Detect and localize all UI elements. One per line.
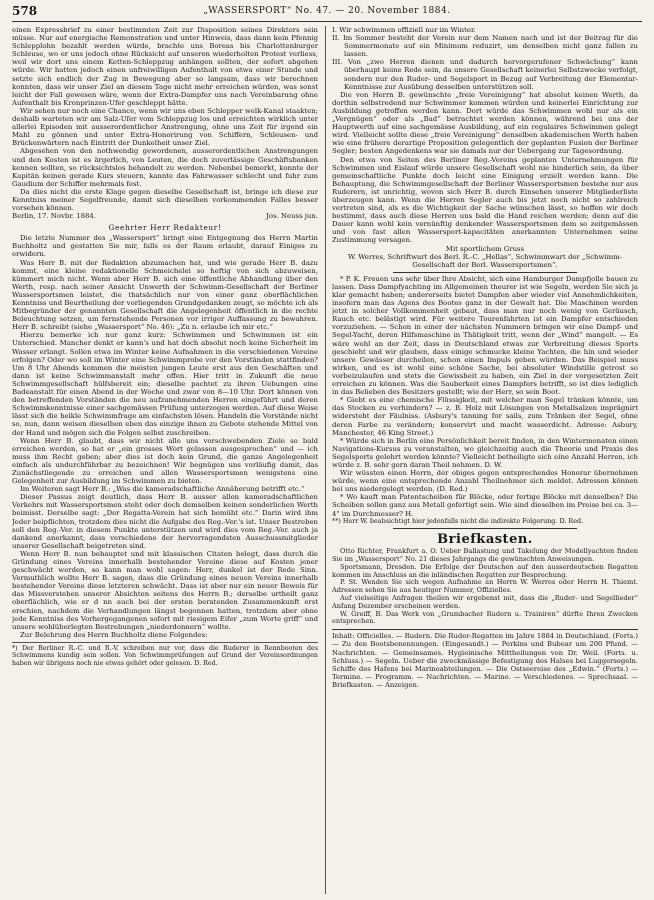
article-paragraph: Wenn Herr B. glaubt, dass wir nicht alle uns vorschwebenden Ziele so bald erreichen werden, so hat er „ein grosses Wort gelassen ausgesprochen“ und — ich muss ihm Recht geben; aber dies ist doch kein Grund, die ganze Angelegenheit einfach als undurchführbar zu bezeichnen! Wir begnügen uns vorläufig damit, das Zunächstliegende zu erreichen und allen Wassersportsmen wenigstens eine Gelegenheit zur Ausbildung im Schwimmen zu bieten. [12, 436, 318, 486]
briefkasten-entry: Auf vielseitige Anfragen theilen wir ergebenst mit, dass die „Ruder- und Segellieder“ Anfang Dezember erscheinen werden. [332, 594, 638, 610]
footnote [12, 642, 318, 667]
article-paragraph: Wenn Herr B. nun behauptet und mit klassischen Citaten belegt, dass durch die Gründung eines Vereins innerhalb bestehender Vereine diese auf Kosten jener geschwächt werden, so kann man wohl sagen: Herr, dunkel ist der Rede Sinn. Vermuthlich wollte Herr B. sagen, dass die Gründung eines neuen Vereins innerhalb bestehender Vereine diese letzteren schwächt. Dass ist aber nur ein neuer Beweis für das Missverstehen unserer Absichten seitens des Herrn B.; derselbe urtheilt ganz oberflächlich, wie er d nn auch bei der ersten beratenden Zusammenkunft erst erschien, nachdem die Verhandlungen längst begonnen hatten, trotzdem aber ohne jede Kenntniss des Vorhergegangenen sofort mit riesigem Eifer „zum Worte griff“ und unsere wohlüberlegten Bestrebungen „niederdonnern“ wollte. [12, 549, 318, 631]
footnote-signature: D. Red. [194, 659, 218, 667]
article-paragraph: Die letzte Nummer des „Wassersport“ bringt eine Entgegnung des Herrn Martin Buchholtz und gestatten Sie mir, falls es der Raum erlaubt, darauf Einiges zu erwidern. [12, 234, 318, 259]
article-paragraph: Abgesehen von den nothwendig gewordenen, ausserordentlichen Anstrengungen und den Kosten ist es ärgerlich, von Leuten, die doch zuverlässige Geschäftsbanken kennen sollten, so rücksichtslos behandelt zu werden. Nebenbei bemerkt, konnte der Kapitän keinen gerade Kurs steuern, kannte das Fahrwasser schlecht und fuhr zum Gaudium der Schiffer mehrmals fest. [12, 147, 318, 188]
section-separator [393, 528, 577, 529]
columns [12, 26, 642, 894]
footnote-text: *) Der Berliner R.-C. und R.-V. schreiben nur vor, dass die Ruderer in Rennbooten des Schwimmens kundig sein sollen. Von Schwimmprüfungen auf Grund der Vereinsordnungen haben wir übrigens noch nie etwas gehört oder gelesen. [12, 644, 318, 667]
briefkasten-entry: Sportsmann, Dresden. Die Erfolge der Deutschen auf den ausserdeutschen Regatten kommen im Anschluss an die inländischen Regatten zur Besprechung. [332, 562, 638, 579]
list-item: III. Von „zwo Herren dienen und dadurch hervorgerufener Schwächung“ kann überhaupt keine Rede sein, da unsere Gesellschaft keinerlei Selbstzwecke verfolgt, sondern nur den Ruder- und Segelsport in Bezug auf Verbreitung der Elementar-Kenntnisse zur Ausübung desselben unterstützen soll. [332, 58, 638, 91]
briefkasten-entry: P. St. Wenden Sie sich wegen Aufnahme an Herrn W. Werres oder Herrn H. Thiemt. Adressen sehen Sie aus heutiger Nummer, Offizielles. [332, 578, 638, 595]
article-paragraph: Hierzu bemerke ich nur ganz kurz: Schwimmen und Schwimmen ist ein Unterschied. Mancher denkt er kann's und hat doch absolut noch keine Sicherheit im Wasser erlangt. Sollen etwa im Winter keine Aufnahmen in die verschiedenen Vereine erfolgen? Oder wo soll im Winter eine Schwimmprobe vor den Vorständen stattfinden? Um 8 Uhr Abends kommen die meisten jungen Leute erst aus den Geschäften und dann ist keine Schwimmanstalt mehr offen. Hier tritt in Zukunft die neue Schwimmgesellschaft hülfsbereit ein; dieselbe pachtet zu ihren Uebungen eine Badeanstalt für einen Abend in der Woche und zwar von 8—10 Uhr. Dort können von den betreffenden Vorständen die neu aufzunehmenden Herren eingeführt und deren Schwimmkenntnisse einer sachgemässen Prüfung unterzogen werden. Auf diese Weise lässt sich die heikle Schwimmfrage am einfachsten lösen. Handeln die Vorstände nicht so, nun, dann weisen dieselben eben das einzige ihnen zu Gebote stehende Mittel von der Hand und mögen sich die Folgen selbst zuschreiben. [12, 331, 318, 437]
list-item: II. Im Sommer besteht der Verein nur dem Namen nach und ist der Beitrag für die Sommermonate auf ein Minimum reduzirt, um denselben nicht ganz fallen zu lassen. [332, 34, 638, 59]
sprechsaal-entry: * Würde sich in Berlin eine Persönlichkeit bereit finden, in den Wintermonaten einen Navigations-Kursus zu veranstalten, wo gleichzeitig auch die Theorie und Praxis des Segelsports gelehrt werden könnte? Vielleicht betheiligte sich eine Anzahl Herren, ich würde z. B. sehr gern daran Theil nehmen. D. W. [332, 436, 638, 469]
left-column [12, 26, 318, 894]
article-paragraph: Da dies nicht die erste Klage gegen dieselbe Gesellschaft ist, bringe ich diese zur Kenntniss meiner Segelfreunde, damit sich dieselben vorkommenden Falles besser vorsehen können. [12, 187, 318, 213]
editor-note [332, 518, 638, 526]
column-divider [325, 26, 326, 894]
toc-text: Inhalt: Officielles. — Rudern. Die Ruder-Regatten im Jahre 1884 in Deutschland. (Forts.) — Zu den Bootsbenennungen. (Eingesandt.) — Perkins und Bubear um 200 Pfund. — Nachrichten. — Gemeinsames. Hygieinische Mittheilungen von Dr. Weil. (Forts. u. Schluss.) — Segeln. Ueber die zweckmässige Befestigung des Halses bei Luggersegeln. Schiffe des Hafens bei Marineabteilungen. — Die Ostseereise des „Edwin.“ (Forts.) — Termine. — Programm. — Nachrichten. — Marine. — Verschiedenes. — Sprechsaal. — Briefkasten. — Anzeigen. [332, 632, 638, 690]
article-paragraph: einen Expressbrief zu einer bestimmten Zeit zur Disposition seines Direktors sein müsse. Nur auf energische Remonstration und unter Hinweis, dass dann kein Pfennig Schlepplohn bezahlt werden würde, brachte uns Boreas bis Charlottenburger Schleuse, wo er uns jedoch ohne Rücksicht auf unseren wiederholten Protest verliess, weil wir dort uns einem Ketten-Schleppzug anhängen sollten, der sofort abgehen würde. Wir hatten jedoch einen unfreiwilligen Aufenthalt von etwa einer Stunde und setzte sich endlich der Zug in Bewegung aber so langsam, dass wir berechnen konnten, dass wir unser Ziel an diesem Tage nicht mehr erreichen würden, was sonst leicht der Fall gewesen wäre, wenn der Extra-Dampfer uns nach Vereinbarung ohne Aufenthalt bis Kronprinzen-Ufer geschleppt hätte. [12, 26, 318, 107]
letter-signature [12, 212, 318, 220]
sprechsaal-entry: * Wo kauft man Patentscheiben für Blöcke, oder fertige Blöcke mit denselben? Die Scheiben sollen ganz aus Metall gefertigt sein. Wie sind dieselben im Preise bei ca. 3—4" im Durchmesser? H. [332, 493, 638, 518]
author-signature: W. Werres, Schriftwart des Berl. R.-C. „Hellas“, Schwimmwart der „Schwimm-Gesellschaft der Berl. Wassersportsmen“. [348, 252, 622, 269]
article-paragraph: Die von Herrn B. gewünschte „freie Vereinigung“ hat absolut keinen Werth, da dorthin selbstredend nur Schwimmer kommen würden und keinerlei Einrichtung zur Ausbildung getroffen werden kann. Dort würde das Schwimmen wohl nur als ein „Vergnügen“ oder als „Bad“ betrachtet werden können, während bei uns der Hauptwerth auf eine sachgemässe Ausbildung, auf ein regulaires Schwimmen gelegt wird. Vielleicht sollte diese „freie Vereinigung“ denselben akademischen Werth haben wie eine frühere derartige Proposition gelegentlich der geplanten Fusion der Berliner Segler; besten Angedenkens war sie damals nur der Uebergang zur Tagesordnung. [332, 90, 638, 156]
editor-note-text: **) Herr W. beabsichtigt hier jedenfalls nicht die indirekte Folgerung. [332, 516, 558, 525]
table-of-contents [332, 629, 638, 689]
section-title: Geehrter Herr Redakteur! [108, 223, 222, 233]
sprechsaal-entry: * Giebt es eine chemische Flüssigkeit, mit welcher man Segel tränken könnte, um das Stocken zu verhindern? — z. B. Holz mit Lösungen von Metallsalzen imprägnirt widersteht der Fäulniss. (Asbury's tanning for sails, zum Tränken der Segel, ohne deren Farbe zu verändern; konservirt und macht wasserdicht. Adresse: Asbury, Manchester, 46 King Street.) [332, 396, 638, 437]
article-paragraph: Was Herr B. mit der Redaktion abzumachen hat, und wie gerade Herr B. dazu kommt, eine kleine redaktionelle Schmeichelei so heftig von sich abzuweisen, kümmert mich nicht. Wenn aber Herr B. sich eine öffentliche Abhandlung über den Werth, resp. nach seiner Ansicht Unwerth der Schwimm-Gesellschaft der Berliner Wassersportsmen leistet, die thatsächlich nur von einer ganz oberflächlichen Kenntniss und Beurtheilung der vorliegenden Grundgedanken zeugt, so möchte ich als Mitbegründer der genannten Gesellschaft die Angelegenheit öffentlich in die rechte Beleuchtung setzen, um fernstehende Personen vor irriger Auffassung zu bewahren. Herr B. schreibt (siehe „Wassersport“ No. 46): „Zu n. erlaube ich mir etc.“ [12, 258, 318, 332]
page-number: 578 [12, 4, 38, 18]
section-separator [393, 272, 577, 273]
briefkasten-entry: Otto Richter, Frankfurt a. O. Ueber Ballastung und Takelung der Modellyachten finden Sie im „Wassersport“ No. 21 dieses Jahrgangs die gewünschten Anweisungen. [332, 547, 638, 564]
right-column [332, 26, 638, 894]
list-item: I. Wir schwimmen offiziell nur im Winter. [332, 26, 476, 34]
sprechsaal-entry: Wir wüssten einen Herrn, der obiges gegen entsprechendes Honorar übernehmen würde, wenn eine entsprechende Anzahl Theilnehmer sich meldet. Adressen können bei uns niedergelegt werden. (D. Red.) [332, 469, 638, 494]
article-paragraph: Im Weiteren sagt Herr B.: „Was die kameradschaftliche Annäherung betrifft etc.“ [20, 485, 305, 494]
sprechsaal-entry: * P. K. Freuen uns sehr über Ihre Absicht, sich eine Hamburger Dampfjolle bauen zu lassen. Dass Dampfyachting im Allgemeinen theurer ist wie Segeln, werden Sie sich ja klar gemacht haben; andererseits bietet Dampfen aber wieder viel Annehmlichkeiten, insofern man das Agens des Bootes ganz in der Gewalt hat. Die Maschinen werden jetzt in solcher Vollkommenheit gebaut, dass man nur noch wenig von Geräusch, Rauch etc. belästigt wird. Für weitere Tourenfahrten ist ein Dampfer entschieden vorzuziehen. — Schon in einer der nächsten Nummern bringen wir eine Dampf- und Segel-Yacht, deren Hilfsmaschine in Thätigkeit tritt, wenn der „Wind“ mangelt. — Es wäre wohl an der Zeit, dass in Deutschland etwas zur Verbreitung dieses Sports geschieht und wir glauben, dass einige schmucke kleine Yachten, die hin und wieder unsere Gewässer durcheilen, schon einen Impuls geben würden. Das Beispiel muss wirken, und es ist wohl eine schöne Sache, bei absoluter Windstille getrost so vorbeizulaufen und stets die Gewissheit zu haben, ein Ziel in der vorgesetzten Zeit erreichen zu können. Was die Sauberkeit eines Dampfers betrifft, so ist dies lediglich in das Belieben des Besitzers gestellt; wie der Herr, so sein Boot. [332, 274, 638, 397]
article-paragraph: Zur Belehrung des Herrn Buchholtz diene Folgendes: [20, 630, 208, 639]
article-paragraph: Wir sehen nur noch eine Chance, wenn wir uns eben Schlepper welk-Kanal staakten; deshalb warteten wir am Salz-Ufer vom Schleppzug los und erreichten wirklich unter allerlei Episoden mit ausserordentlicher Anstrengung, ohne uns Zeit für irgend ein Mahl zu gönnen und unter Extra-Honorirung von Schiffern, Schleusen- und Brückenwärtern nach Eintritt der Dunkelheit unser Ziel. [12, 106, 318, 148]
signature-place-date: Berlin, 17. Novbr. 1884. [12, 212, 96, 221]
article-paragraph: Dieser Passus zeigt deutlich, dass Herr B. ausser allen kameradschaftlichen Verkehrs mit Wassersportsmen steht oder doch demselben keinen sonderlichen Werth beimisst. Derselbe sagt: „Der Regatta-Verein hat sich bemüht etc.“ Darin wird ihm Jeder beipflichten, trotzdem dies nicht die Aufgabe des Reg.-Ver.'s ist. Unser Bestreben soll den Reg.-Ver. in diesem Punkte unterstützen und wird dies vom Reg.-Ver. auch ja dankend anerkannt, dass verschiedene der hervorragendsten Ausschussmitglieder unserer Gesellschaft beigetreten sind. [12, 493, 318, 550]
page-header [12, 4, 642, 22]
signoff: Mit sportlichem Gruss [445, 244, 525, 253]
article-paragraph: Den etwa von Seiten des Berliner Reg.-Vereins geplanten Unternehmungen für Schwimmen und Eislauf würde unsere Gesellschaft wohl nie hinderlich sein, da über gemeinschaftliche Punkte doch leicht eine Einigung erzielt werden kann. Die Behauptung, die Schwimmgesellschaft der Berliner Wassersportsmen bestehe nur aus Ruderern, ist unrichtig, wovon sich Herr B. durch Einsehen unserer Mitgliederliste überzeugen kann. Wenn die Herren Segler auch bis jetzt noch nicht so zahlreich vertreten sind, als es die Wichtigkeit der Sache wünschen lässt, so hoffen wir doch bestimmt, dass auch diese Herren uns bald die Hand reichen werden; denn auf die Dauer kann wohl kein vernünftig denkender Wassersportsmen dem so zeitgemässen und von fast allen Wassersport-kapacitäten anerkannten Unternehmen seine Zustimmung versagen. [332, 155, 638, 245]
briefkasten-title: Briefkasten. [437, 532, 533, 548]
editor-note-signature: D. Red. [559, 516, 584, 525]
briefkasten-entry: W. Greiff, B. Das Werk von „Grumbacher Rudern u. Trainiren“ dürfte Ihren Zwecken entsprechen. [332, 609, 638, 626]
running-title: „WASSERSPORT“ No. 47. — 20. November 1884. [203, 6, 451, 16]
newspaper-page [12, 4, 642, 894]
signature-name: Jos. Neuss jun. [266, 212, 318, 221]
